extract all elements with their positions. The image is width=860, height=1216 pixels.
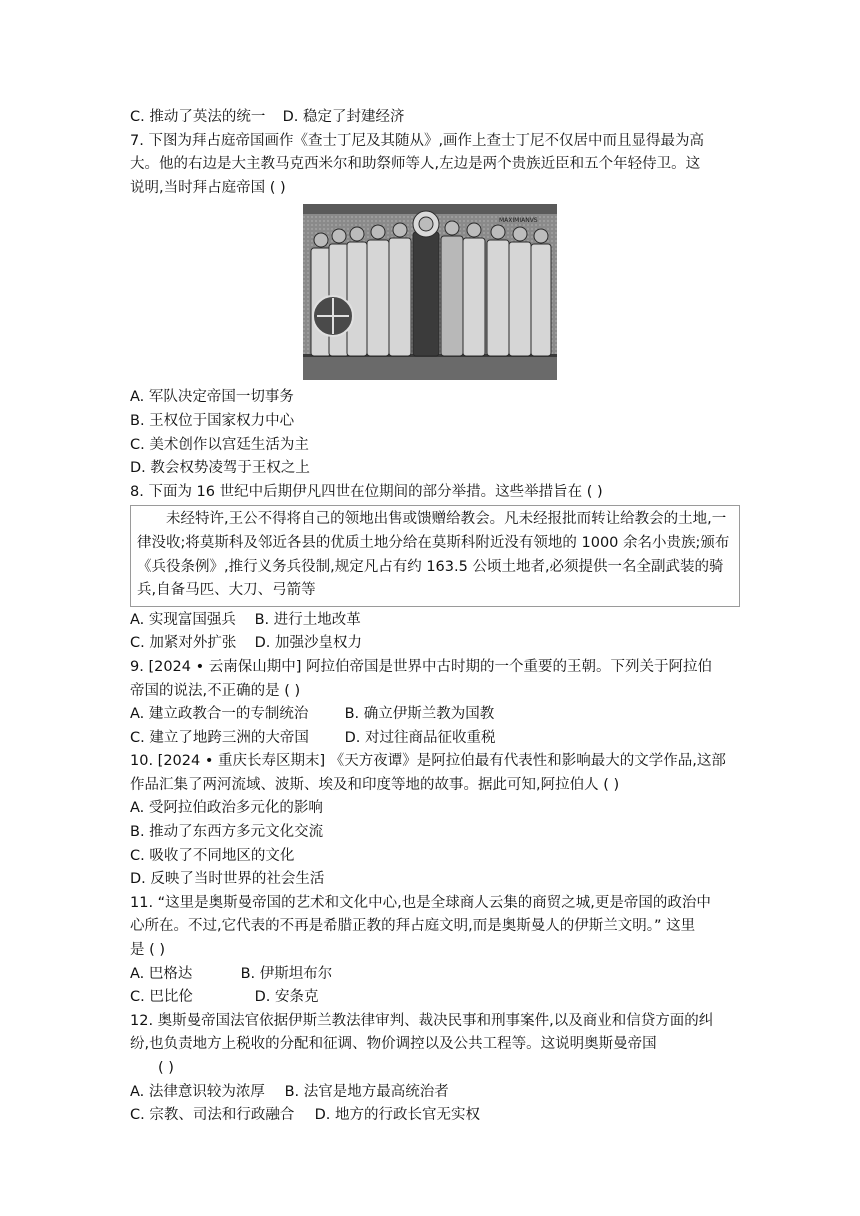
q9-option-d[interactable]: D. 对过往商品征收重税	[344, 729, 496, 746]
q12-option-a[interactable]: A. 法律意识较为浓厚	[130, 1083, 265, 1100]
q9-option-b[interactable]: B. 确立伊斯兰教为国教	[344, 706, 495, 723]
q6-option-c[interactable]: C. 推动了英法的统一	[130, 109, 266, 125]
q12-option-c[interactable]: C. 宗教、司法和行政融合	[130, 1107, 295, 1124]
q8-option-b[interactable]: B. 进行土地改革	[254, 611, 361, 628]
q11-options-ab	[130, 963, 740, 987]
q9-options-cd	[130, 727, 740, 751]
q11-stem-line-3: 是 ( )	[130, 942, 166, 959]
q11-stem-line-2: 心所在。不过,它代表的不再是希腊正教的拜占庭文明,而是奥斯曼人的伊斯兰文明。” 这里	[130, 918, 696, 935]
q7-stem-line-1: 7. 下图为拜占庭帝国画作《查士丁尼及其随从》,画作上查士丁尼不仅居中而且显得最为高	[130, 132, 705, 149]
q7-option-c[interactable]: C. 美术创作以宫廷生活为主	[130, 436, 309, 453]
q10-option-c[interactable]: C. 吸收了不同地区的文化	[130, 847, 295, 864]
q11-option-a[interactable]: A. 巴格达	[130, 965, 193, 982]
q12-option-d[interactable]: D. 地方的行政长官无实权	[314, 1107, 480, 1124]
q10-option-b[interactable]: B. 推动了东西方多元文化交流	[130, 824, 324, 841]
q8-material-text: 未经特许,王公不得将自己的领地出售或馈赠给教会。凡未经报批而转让给教会的土地,一律没收;将莫斯科及邻近各县的优质土地分给在莫斯科附近没有领地的 1000 余名小贵族;颁布《兵役条例》,推行义务兵役制,规定凡占有约 163.5 公顷土地者,必须提供一名全副武装的骑兵,自备马匹、大刀、弓箭等	[137, 511, 730, 599]
q9-option-a[interactable]: A. 建立政教合一的专制统治	[130, 706, 309, 723]
q8-option-a[interactable]: A. 实现富国强兵	[130, 611, 236, 628]
q12-option-b[interactable]: B. 法官是地方最高统治者	[284, 1083, 449, 1100]
q9-option-c[interactable]: C. 建立了地跨三洲的大帝国	[130, 729, 309, 746]
q8-stem-line-1: 8. 下面为 16 世纪中后期伊凡四世在位期间的部分举措。这些举措旨在 ( )	[130, 483, 603, 500]
q11-option-d[interactable]: D. 安条克	[254, 989, 319, 1006]
q10-option-a[interactable]: A. 受阿拉伯政治多元化的影响	[130, 800, 323, 817]
mosaic-illustration	[303, 204, 557, 380]
q7-stem-line-3: 说明,当时拜占庭帝国 ( )	[130, 179, 286, 196]
q12-stem-line-1: 12. 奥斯曼帝国法官依据伊斯兰教法律审判、裁决民事和刑事案件,以及商业和信贷方面的纠	[130, 1012, 714, 1029]
q11-stem-line-1: 11. “这里是奥斯曼帝国的艺术和文化中心,也是全球商人云集的商贸之城,更是帝国的政治中	[130, 894, 711, 911]
q9-options-ab	[130, 703, 740, 727]
q8-option-c[interactable]: C. 加紧对外扩张	[130, 635, 237, 652]
q8-options-ab	[130, 609, 740, 633]
mosaic-inscription: MAXIMIANVS	[499, 217, 538, 225]
q12-options-ab	[130, 1081, 740, 1105]
q10-option-d[interactable]: D. 反映了当时世界的社会生活	[130, 871, 325, 888]
q8-material-box	[130, 505, 740, 606]
q12-stem-line-2: 纷,也负责地方上税收的分配和征调、物价调控以及公共工程等。这说明奥斯曼帝国	[130, 1036, 657, 1053]
q8-options-cd	[130, 632, 740, 656]
q6-options-cd	[130, 106, 740, 130]
q7-stem-line-2: 大。他的右边是大主教马克西米尔和助祭师等人,左边是两个贵族近臣和五个年轻侍卫。这	[130, 156, 701, 173]
q7-option-d[interactable]: D. 教会权势凌驾于王权之上	[130, 460, 310, 477]
q9-stem-line-2: 帝国的说法,不正确的是 ( )	[130, 682, 301, 699]
q12-options-cd	[130, 1104, 740, 1128]
q10-stem-line-1: 10. [2024 • 重庆长寿区期末] 《天方夜谭》是阿拉伯最有代表性和影响最大的文学作品,这部	[130, 753, 726, 770]
q12-stem-line-3: ( )	[158, 1060, 174, 1076]
q10-stem-line-2: 作品汇集了两河流域、波斯、埃及和印度等地的故事。据此可知,阿拉伯人 ( )	[130, 776, 620, 793]
q7-option-b[interactable]: B. 王权位于国家权力中心	[130, 412, 295, 429]
q9-stem-line-1: 9. [2024 • 云南保山期中] 阿拉伯帝国是世界中古时期的一个重要的王朝。下列关于阿拉伯	[130, 658, 713, 675]
justinian-mosaic-image	[303, 204, 557, 380]
q6-option-d[interactable]: D. 稳定了封建经济	[282, 109, 405, 125]
q11-options-cd	[130, 986, 740, 1010]
q11-option-b[interactable]: B. 伊斯坦布尔	[240, 965, 333, 982]
q7-option-a[interactable]: A. 军队决定帝国一切事务	[130, 389, 294, 406]
q8-option-d[interactable]: D. 加强沙皇权力	[254, 635, 362, 652]
exam-page	[130, 106, 740, 1128]
q11-option-c[interactable]: C. 巴比伦	[130, 989, 193, 1006]
